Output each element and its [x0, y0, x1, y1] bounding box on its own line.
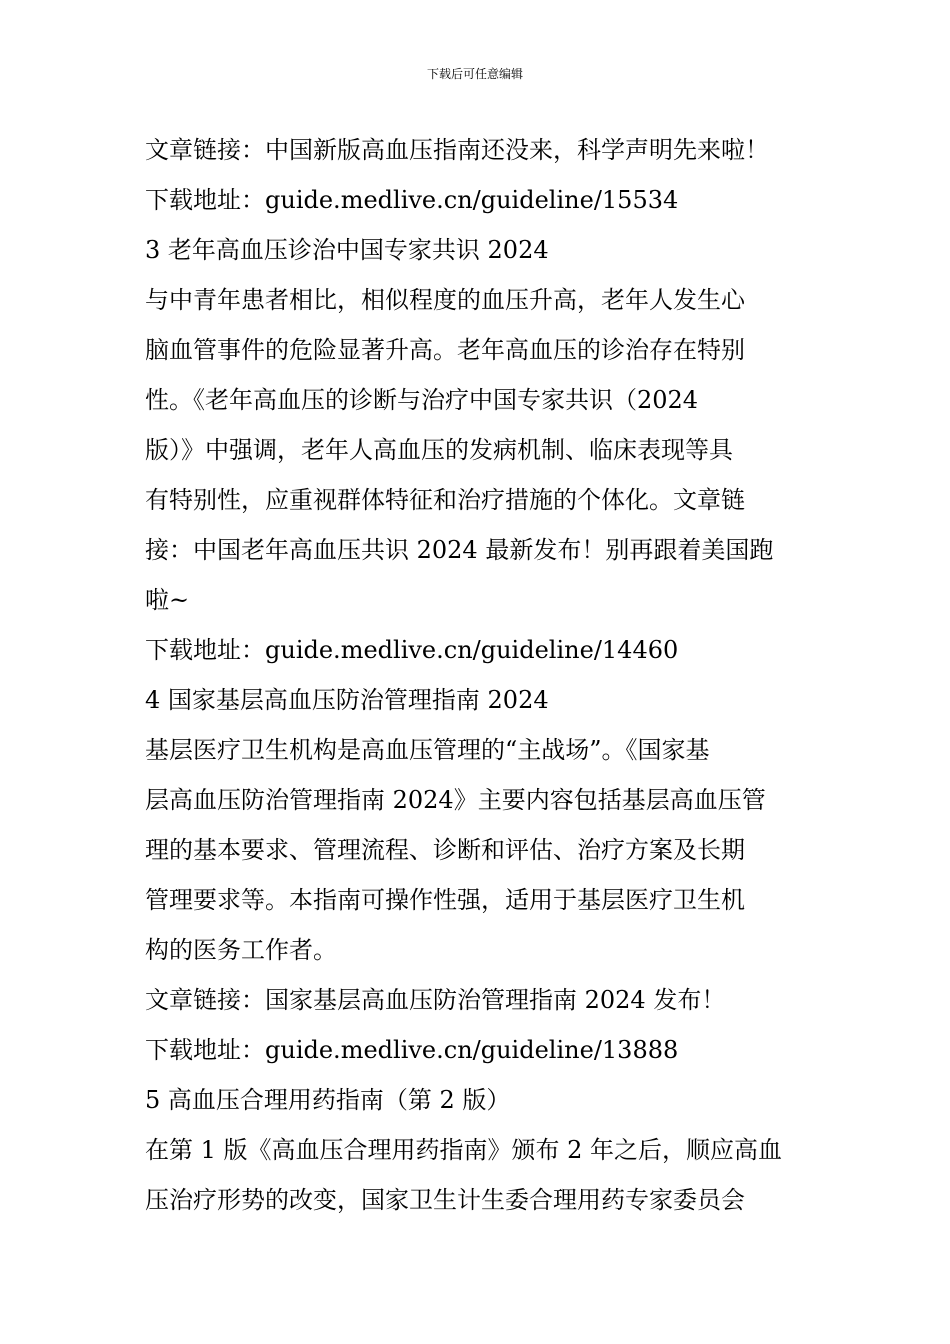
paragraph-line: 基层医疗卫生机构是高血压管理的“主战场”。《国家基	[145, 736, 710, 764]
section-heading-5: 5 高血压合理用药指南（第 2 版）	[145, 1086, 511, 1114]
paragraph-line: 压治疗形势的改变，国家卫生计生委合理用药专家委员会	[145, 1186, 745, 1214]
paragraph-line: 接：中国老年高血压共识 2024 最新发布！别再跟着美国跑	[145, 536, 774, 564]
article-link-line: 文章链接：中国新版高血压指南还没来，科学声明先来啦！	[145, 136, 769, 164]
paragraph-line: 版）》中强调，老年人高血压的发病机制、临床表现等具	[145, 436, 733, 464]
download-link-line: 下载地址：guide.medlive.cn/guideline/14460	[145, 636, 679, 664]
paragraph-line: 与中青年患者相比，相似程度的血压升高，老年人发生心	[145, 286, 745, 314]
paragraph-line: 管理要求等。本指南可操作性强，适用于基层医疗卫生机	[145, 886, 745, 914]
paragraph-line: 性。《老年高血压的诊断与治疗中国专家共识（2024	[145, 386, 699, 414]
section-heading-4: 4 国家基层高血压防治管理指南 2024	[145, 686, 549, 714]
section-heading-3: 3 老年高血压诊治中国专家共识 2024	[145, 236, 549, 264]
download-link-line: 下载地址：guide.medlive.cn/guideline/15534	[145, 186, 679, 214]
paragraph-line: 脑血管事件的危险显著升高。老年高血压的诊治存在特别	[145, 336, 745, 364]
document-body	[145, 125, 810, 1225]
paragraph-line: 层高血压防治管理指南 2024》主要内容包括基层高血压管	[145, 786, 766, 814]
paragraph-line: 有特别性，应重视群体特征和治疗措施的个体化。文章链	[145, 486, 745, 514]
paragraph-line: 在第 1 版《高血压合理用药指南》颁布 2 年之后，顺应高血	[145, 1136, 783, 1164]
paragraph-line: 理的基本要求、管理流程、诊断和评估、治疗方案及长期	[145, 836, 745, 864]
paragraph-line: 啦~	[145, 586, 190, 614]
download-link-line: 下载地址：guide.medlive.cn/guideline/13888	[145, 1036, 679, 1064]
page-header: 下载后可任意编辑	[426, 67, 523, 81]
article-link-line: 文章链接：国家基层高血压防治管理指南 2024 发布！	[145, 986, 726, 1014]
paragraph-line: 构的医务工作者。	[145, 936, 337, 964]
